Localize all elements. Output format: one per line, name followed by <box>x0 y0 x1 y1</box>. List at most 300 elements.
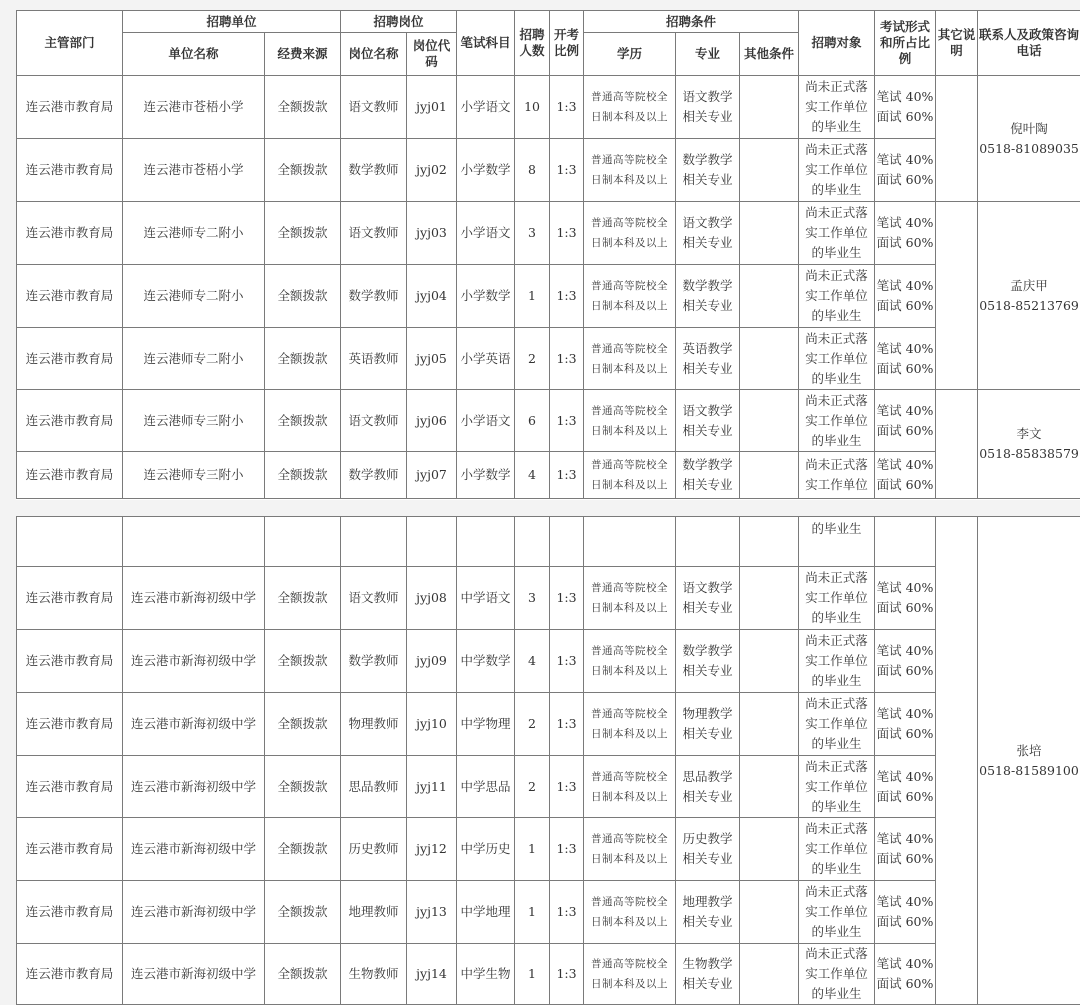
education-cell-text: 普通高等院校全 <box>591 582 668 594</box>
education-cell <box>584 139 676 202</box>
other-conditions-cell <box>740 452 799 499</box>
post-name-cell-text: 数学教师 <box>348 653 398 668</box>
education-cell-text: 普通高等院校全 <box>591 708 668 720</box>
dept-cell <box>17 881 123 944</box>
contact-cell-text: 0518-81589100 <box>979 763 1079 778</box>
education-cell-text: 日制本科及以上 <box>591 237 668 249</box>
dept-cell <box>17 567 123 630</box>
table-row <box>17 630 1080 693</box>
ratio-cell-text: 1:3 <box>556 841 576 856</box>
funding-cell <box>265 265 341 328</box>
header-post: 招聘岗位 <box>341 11 457 33</box>
subject-cell <box>457 693 515 756</box>
table-row <box>17 328 1080 390</box>
count-cell <box>515 818 550 881</box>
unit-name-cell <box>123 944 265 1005</box>
exam-cell <box>875 328 936 390</box>
major-cell-text: 相关专业 <box>682 914 732 929</box>
post-name-cell-text: 语文教师 <box>348 590 398 605</box>
contact-cell-text: 0518-85838579 <box>979 446 1079 461</box>
target-cell-text: 实工作单位 <box>805 413 868 428</box>
subject-cell-text: 小学数学 <box>461 288 511 303</box>
target-cell <box>799 756 875 818</box>
exam-cell-text: 面试 60% <box>877 789 934 804</box>
subject-cell <box>457 265 515 328</box>
count-cell <box>515 693 550 756</box>
post-code-cell <box>407 693 457 756</box>
dept-cell-text: 连云港市教育局 <box>26 467 114 482</box>
ratio-cell-text: 1:3 <box>556 99 576 114</box>
contact-cell-text: 李文 <box>1017 426 1042 441</box>
target-cell-text: 的毕业生 <box>812 119 862 134</box>
unit-name-cell <box>123 567 265 630</box>
post-code-cell-text: jyj05 <box>416 351 447 366</box>
target-cell-text: 尚未正式落 <box>805 946 868 961</box>
count-cell <box>515 944 550 1005</box>
education-cell-text: 普通高等院校全 <box>591 896 668 908</box>
target-cell-text: 的毕业生 <box>811 924 861 939</box>
post-name-cell <box>341 390 407 452</box>
funding-cell-text: 全额拨款 <box>277 841 327 856</box>
empty-cell <box>457 517 515 567</box>
education-cell-text: 日制本科及以上 <box>591 916 668 928</box>
major-cell-text: 相关专业 <box>682 726 732 741</box>
major-cell-text: 物理教学 <box>682 706 732 721</box>
dept-cell <box>17 139 123 202</box>
unit-name-cell <box>123 630 265 693</box>
target-cell-text: 尚未正式落 <box>805 633 868 648</box>
major-cell-text: 数学教学 <box>683 278 733 293</box>
major-cell-text: 语文教学 <box>683 89 733 104</box>
count-cell-text: 6 <box>528 413 536 428</box>
target-cell <box>799 76 875 139</box>
header-post-name: 岗位名称 <box>341 33 407 76</box>
funding-cell <box>265 693 341 756</box>
post-name-cell <box>341 881 407 944</box>
header-remarks: 其它说明 <box>936 11 978 76</box>
exam-cell <box>875 881 936 944</box>
post-name-cell <box>341 76 407 139</box>
education-cell <box>584 630 676 693</box>
exam-cell-text: 笔试 40% <box>877 580 934 595</box>
dept-cell <box>17 76 123 139</box>
ratio-cell <box>550 139 584 202</box>
unit-name-cell-text: 连云港市新海初级中学 <box>131 841 256 856</box>
post-code-cell-text: jyj04 <box>416 288 447 303</box>
target-cell <box>799 452 875 499</box>
post-name-cell-text: 数学教师 <box>349 288 399 303</box>
education-cell <box>584 693 676 756</box>
unit-name-cell <box>123 202 265 265</box>
major-cell-text: 数学教学 <box>682 643 732 658</box>
major-cell-text: 相关专业 <box>683 235 733 250</box>
funding-cell-text: 全额拨款 <box>277 590 327 605</box>
count-cell <box>515 756 550 818</box>
post-name-cell <box>341 567 407 630</box>
dept-cell-text: 连云港市教育局 <box>26 653 114 668</box>
exam-cell <box>875 139 936 202</box>
count-cell <box>515 452 550 499</box>
count-cell-text: 2 <box>528 779 536 794</box>
empty-cell <box>584 517 676 567</box>
contact-cell-text: 张培 <box>1016 743 1041 758</box>
target-cell-text: 实工作单位 <box>805 779 868 794</box>
exam-cell-text: 笔试 40% <box>877 831 934 846</box>
ratio-cell-text: 1:3 <box>556 413 576 428</box>
post-code-cell <box>407 452 457 499</box>
remarks-cell <box>936 202 978 390</box>
ratio-cell-text: 1:3 <box>556 716 576 731</box>
major-cell-text: 相关专业 <box>683 423 733 438</box>
unit-name-cell <box>123 818 265 881</box>
ratio-cell-text: 1:3 <box>556 351 576 366</box>
exam-cell <box>875 756 936 818</box>
subject-cell <box>457 452 515 499</box>
funding-cell-text: 全额拨款 <box>278 288 328 303</box>
major-cell <box>676 328 740 390</box>
post-code-cell-text: jyj14 <box>416 966 447 981</box>
education-cell-text: 日制本科及以上 <box>591 728 668 740</box>
table-page-1 <box>16 10 1080 500</box>
dept-cell-text: 连云港市教育局 <box>26 716 114 731</box>
count-cell-text: 10 <box>524 99 540 114</box>
target-cell-text: 尚未正式落 <box>805 884 868 899</box>
post-code-cell-text: jyj11 <box>416 779 447 794</box>
target-cell-text: 实工作单位 <box>805 716 868 731</box>
subject-cell-text: 小学语文 <box>461 413 511 428</box>
header-contact: 联系人及政策咨询电话 <box>978 11 1080 76</box>
post-name-cell-text: 生物教师 <box>348 966 398 981</box>
target-cell <box>799 265 875 328</box>
subject-cell <box>457 328 515 390</box>
other-conditions-cell <box>740 756 799 818</box>
unit-name-cell <box>123 881 265 944</box>
subject-cell <box>457 202 515 265</box>
target-cell-text: 实工作单位 <box>805 841 868 856</box>
unit-name-cell <box>123 756 265 818</box>
funding-cell <box>265 390 341 452</box>
major-cell-text: 相关专业 <box>682 600 732 615</box>
post-code-cell-text: jyj09 <box>416 653 447 668</box>
post-code-cell-text: jyj03 <box>416 225 447 240</box>
dept-cell-text: 连云港市教育局 <box>26 413 114 428</box>
unit-name-cell-text: 连云港师专三附小 <box>143 467 243 482</box>
target-cell-text: 的毕业生 <box>812 182 862 197</box>
dept-cell <box>17 630 123 693</box>
subject-cell-text: 小学英语 <box>461 351 511 366</box>
post-name-cell-text: 思品教师 <box>348 779 398 794</box>
funding-cell-text: 全额拨款 <box>277 904 327 919</box>
contact-cell-text: 倪叶陶 <box>1010 121 1048 136</box>
funding-cell <box>265 818 341 881</box>
education-cell-text: 日制本科及以上 <box>591 111 668 123</box>
post-name-cell <box>341 328 407 390</box>
education-cell-text: 日制本科及以上 <box>591 791 668 803</box>
dept-cell-text: 连云港市教育局 <box>26 99 114 114</box>
post-code-cell <box>407 76 457 139</box>
target-cell <box>799 944 875 1005</box>
subject-cell-text: 小学语文 <box>461 99 511 114</box>
exam-cell-text: 笔试 40% <box>877 956 934 971</box>
subject-cell <box>457 881 515 944</box>
funding-cell-text: 全额拨款 <box>278 225 328 240</box>
dept-cell-text: 连云港市教育局 <box>26 904 114 919</box>
count-cell-text: 4 <box>528 467 536 482</box>
funding-cell-text: 全额拨款 <box>277 779 327 794</box>
exam-cell-text: 面试 60% <box>877 298 934 313</box>
major-cell <box>676 881 740 944</box>
subject-cell <box>457 818 515 881</box>
other-conditions-cell <box>740 630 799 693</box>
contact-cell-text: 孟庆甲 <box>1010 278 1048 293</box>
ratio-cell-text: 1:3 <box>556 162 576 177</box>
unit-name-cell <box>123 328 265 390</box>
target-cell <box>799 517 875 567</box>
exam-cell-text: 笔试 40% <box>877 278 934 293</box>
subject-cell-text: 中学语文 <box>460 590 510 605</box>
target-cell <box>799 328 875 390</box>
unit-name-cell-text: 连云港师专二附小 <box>143 351 243 366</box>
target-cell-text: 尚未正式落 <box>805 393 868 408</box>
post-code-cell-text: jyj01 <box>416 99 447 114</box>
header-major: 专业 <box>676 33 740 76</box>
unit-name-cell-text: 连云港师专二附小 <box>143 288 243 303</box>
major-cell <box>676 265 740 328</box>
ratio-cell-text: 1:3 <box>556 779 576 794</box>
target-cell-text: 尚未正式落 <box>805 79 868 94</box>
post-name-cell-text: 语文教师 <box>349 225 399 240</box>
major-cell <box>676 202 740 265</box>
major-cell-text: 语文教学 <box>683 403 733 418</box>
subject-cell <box>457 139 515 202</box>
unit-name-cell-text: 连云港师专三附小 <box>143 413 243 428</box>
major-cell <box>676 693 740 756</box>
target-cell-text: 的毕业生 <box>811 736 861 751</box>
education-cell-text: 普通高等院校全 <box>591 645 668 657</box>
ratio-cell-text: 1:3 <box>556 288 576 303</box>
count-cell-text: 3 <box>528 590 536 605</box>
dept-cell <box>17 944 123 1005</box>
dept-cell <box>17 452 123 499</box>
unit-name-cell-text: 连云港市苍梧小学 <box>143 162 243 177</box>
major-cell <box>676 756 740 818</box>
other-conditions-cell <box>740 76 799 139</box>
education-cell-text: 日制本科及以上 <box>591 665 668 677</box>
post-code-cell <box>407 265 457 328</box>
header-unit-name: 单位名称 <box>123 33 265 76</box>
dept-cell-text: 连云港市教育局 <box>26 841 114 856</box>
exam-cell <box>875 567 936 630</box>
target-cell-text: 尚未正式落 <box>805 142 868 157</box>
post-code-cell-text: jyj06 <box>416 413 447 428</box>
count-cell <box>515 76 550 139</box>
subject-cell-text: 中学思品 <box>460 779 510 794</box>
exam-cell-text: 面试 60% <box>877 477 934 492</box>
education-cell-text: 普通高等院校全 <box>591 958 668 970</box>
dept-cell-text: 连云港市教育局 <box>26 162 114 177</box>
ratio-cell <box>550 818 584 881</box>
dept-cell <box>17 818 123 881</box>
other-conditions-cell <box>740 390 799 452</box>
target-cell-text: 的毕业生 <box>811 521 861 536</box>
exam-cell-text: 笔试 40% <box>877 706 934 721</box>
exam-cell <box>875 944 936 1005</box>
target-cell-text: 实工作单位 <box>805 225 868 240</box>
exam-cell <box>875 265 936 328</box>
header-funding: 经费来源 <box>265 33 341 76</box>
header-target: 招聘对象 <box>799 11 875 76</box>
target-cell-text: 尚未正式落 <box>805 331 868 346</box>
post-code-cell-text: jyj07 <box>416 467 447 482</box>
exam-cell-text: 面试 60% <box>877 172 934 187</box>
major-cell-text: 相关专业 <box>683 109 733 124</box>
table-row <box>17 756 1080 818</box>
contact-cell <box>978 76 1080 202</box>
table-row <box>17 567 1080 630</box>
education-cell-text: 普通高等院校全 <box>591 459 668 471</box>
post-name-cell <box>341 139 407 202</box>
header-education: 学历 <box>584 33 676 76</box>
other-conditions-cell <box>740 265 799 328</box>
exam-cell-text: 笔试 40% <box>877 769 934 784</box>
major-cell-text: 数学教学 <box>683 457 733 472</box>
subject-cell-text: 中学地理 <box>460 904 510 919</box>
unit-name-cell-text: 连云港市新海初级中学 <box>131 779 256 794</box>
exam-cell-text: 面试 60% <box>877 109 934 124</box>
ratio-cell-text: 1:3 <box>556 966 576 981</box>
dept-cell <box>17 390 123 452</box>
subject-cell-text: 小学数学 <box>461 162 511 177</box>
ratio-cell-text: 1:3 <box>556 590 576 605</box>
major-cell <box>676 944 740 1005</box>
unit-name-cell-text: 连云港师专二附小 <box>143 225 243 240</box>
ratio-cell-text: 1:3 <box>556 467 576 482</box>
target-cell <box>799 818 875 881</box>
unit-name-cell <box>123 390 265 452</box>
post-name-cell <box>341 265 407 328</box>
count-cell-text: 4 <box>528 653 536 668</box>
other-conditions-cell <box>740 693 799 756</box>
count-cell-text: 2 <box>528 351 536 366</box>
remarks-cell <box>936 517 978 1005</box>
other-conditions-cell <box>740 818 799 881</box>
funding-cell-text: 全额拨款 <box>278 162 328 177</box>
unit-name-cell <box>123 452 265 499</box>
count-cell-text: 1 <box>528 841 536 856</box>
major-cell <box>676 452 740 499</box>
other-conditions-cell <box>740 567 799 630</box>
post-code-cell <box>407 818 457 881</box>
target-cell-text: 尚未正式落 <box>805 457 868 472</box>
exam-cell <box>875 76 936 139</box>
empty-cell <box>341 517 407 567</box>
funding-cell <box>265 944 341 1005</box>
subject-cell-text: 中学数学 <box>460 653 510 668</box>
count-cell-text: 2 <box>528 716 536 731</box>
exam-cell-text: 面试 60% <box>877 726 934 741</box>
major-cell-text: 语文教学 <box>683 215 733 230</box>
exam-cell <box>875 818 936 881</box>
subject-cell <box>457 630 515 693</box>
post-code-cell <box>407 881 457 944</box>
target-cell-text: 的毕业生 <box>811 986 861 1001</box>
header-subject: 笔试科目 <box>457 11 515 76</box>
count-cell-text: 3 <box>528 225 536 240</box>
header-count: 招聘人数 <box>515 11 550 76</box>
target-cell-text: 的毕业生 <box>811 861 861 876</box>
funding-cell <box>265 881 341 944</box>
exam-cell <box>875 517 936 567</box>
exam-cell-text: 面试 60% <box>877 423 934 438</box>
table-row <box>17 390 1080 452</box>
ratio-cell <box>550 390 584 452</box>
post-name-cell <box>341 452 407 499</box>
contact-cell <box>978 202 1080 390</box>
major-cell-text: 相关专业 <box>683 477 733 492</box>
education-cell-text: 日制本科及以上 <box>591 300 668 312</box>
ratio-cell <box>550 76 584 139</box>
contact-cell-text: 0518-81089035 <box>979 141 1079 156</box>
major-cell-text: 相关专业 <box>682 663 732 678</box>
major-cell-text: 历史教学 <box>682 831 732 846</box>
funding-cell-text: 全额拨款 <box>278 351 328 366</box>
unit-name-cell <box>123 265 265 328</box>
ratio-cell <box>550 881 584 944</box>
target-cell-text: 尚未正式落 <box>805 268 868 283</box>
dept-cell-text: 连云港市教育局 <box>26 225 114 240</box>
subject-cell-text: 中学历史 <box>460 841 510 856</box>
post-code-cell <box>407 567 457 630</box>
subject-cell <box>457 756 515 818</box>
post-name-cell <box>341 693 407 756</box>
target-cell-text: 尚未正式落 <box>805 205 868 220</box>
major-cell <box>676 390 740 452</box>
major-cell-text: 地理教学 <box>682 894 732 909</box>
target-cell-text: 实工作单位 <box>805 162 868 177</box>
target-cell <box>799 630 875 693</box>
funding-cell <box>265 202 341 265</box>
subject-cell <box>457 944 515 1005</box>
education-cell <box>584 567 676 630</box>
unit-name-cell-text: 连云港市新海初级中学 <box>131 653 256 668</box>
count-cell <box>515 390 550 452</box>
unit-name-cell-text: 连云港市新海初级中学 <box>131 716 256 731</box>
education-cell <box>584 328 676 390</box>
funding-cell <box>265 567 341 630</box>
header-post-code: 岗位代码 <box>407 33 457 76</box>
post-code-cell-text: jyj10 <box>416 716 447 731</box>
target-cell <box>799 390 875 452</box>
ratio-cell <box>550 693 584 756</box>
empty-cell <box>17 517 123 567</box>
major-cell-text: 英语教学 <box>683 341 733 356</box>
target-cell-text: 的毕业生 <box>811 673 861 688</box>
post-name-cell <box>341 944 407 1005</box>
target-cell-text: 实工作单位 <box>805 653 868 668</box>
funding-cell-text: 全额拨款 <box>278 413 328 428</box>
exam-cell-text: 面试 60% <box>877 851 934 866</box>
post-code-cell <box>407 202 457 265</box>
education-cell <box>584 390 676 452</box>
exam-cell-text: 笔试 40% <box>877 152 934 167</box>
recruitment-table-2 <box>16 516 1080 1005</box>
header-exam: 考试形式和所占比例 <box>875 11 936 76</box>
table-row <box>17 693 1080 756</box>
ratio-cell <box>550 630 584 693</box>
major-cell <box>676 139 740 202</box>
unit-name-cell <box>123 139 265 202</box>
major-cell-text: 相关专业 <box>683 361 733 376</box>
